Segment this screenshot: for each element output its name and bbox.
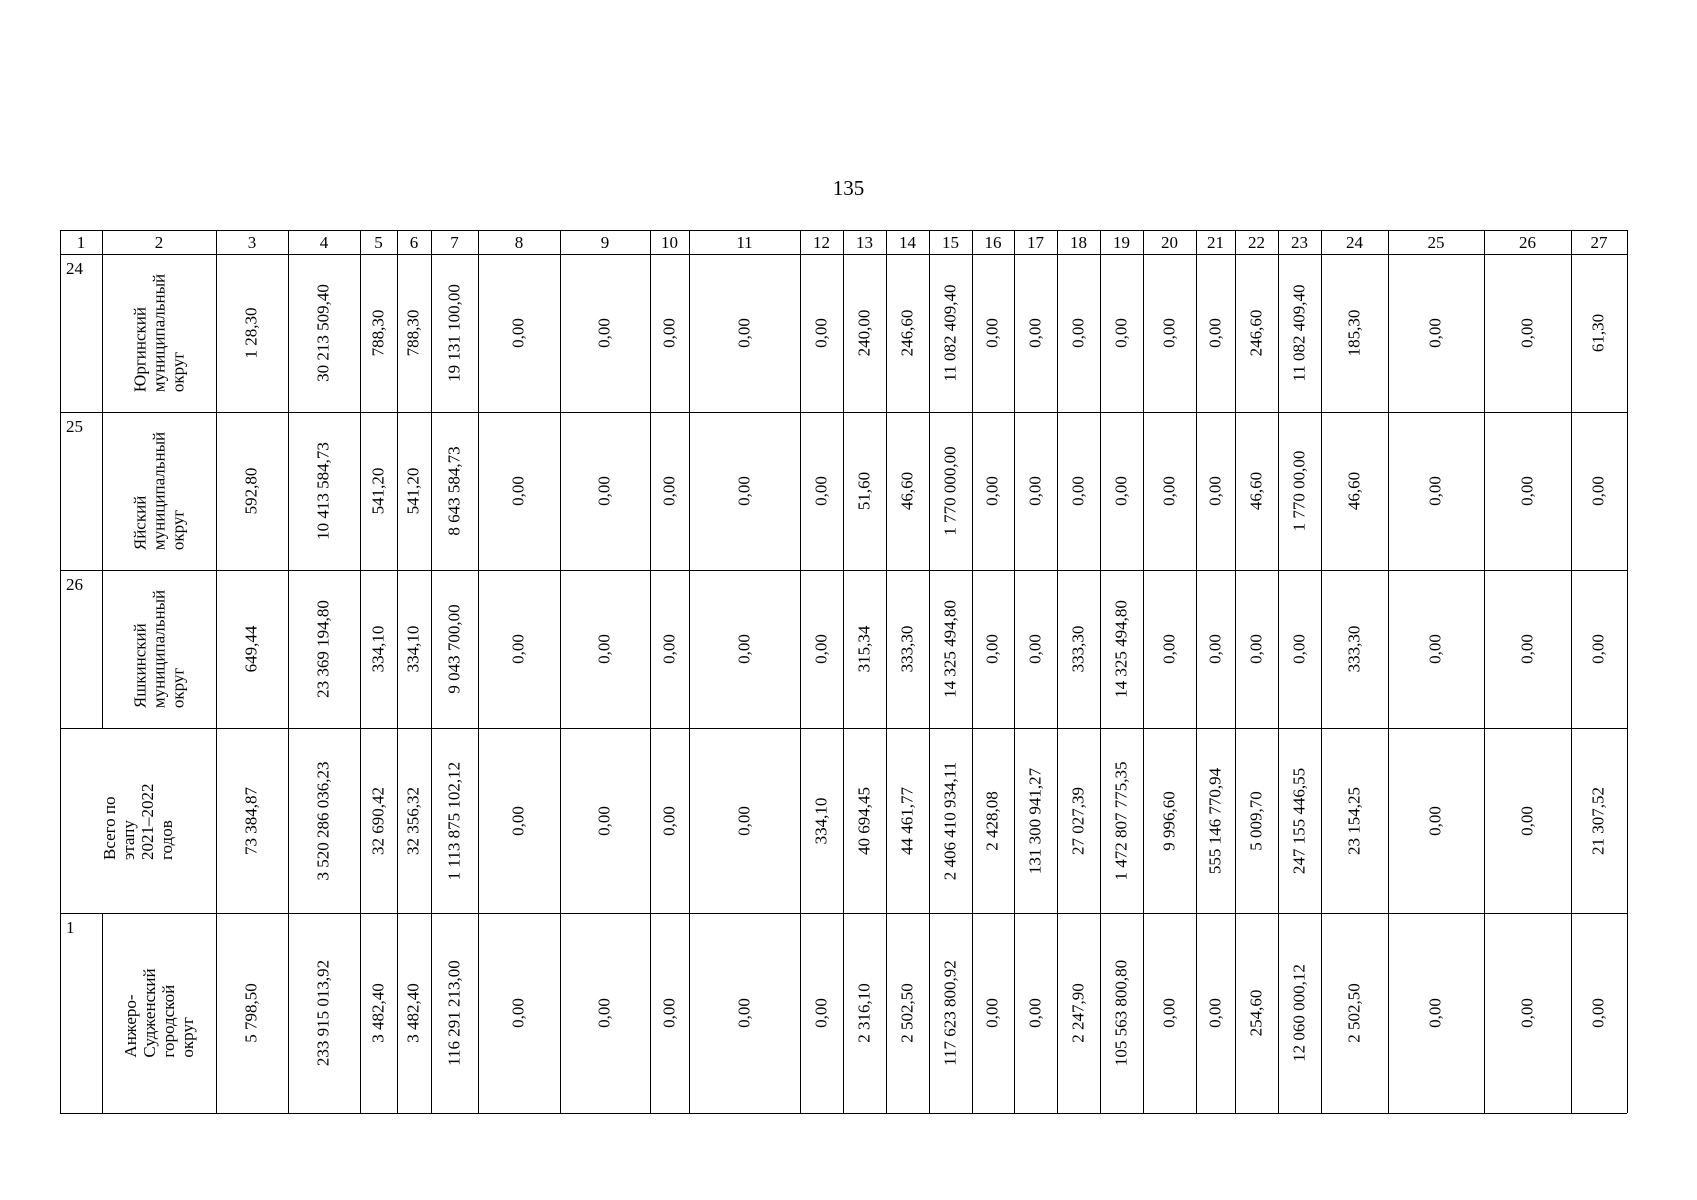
column-header: 2 — [154, 233, 164, 252]
value-cell — [886, 913, 929, 1113]
value-cell — [1100, 254, 1143, 412]
cell-value: 2 502,50 — [1344, 983, 1364, 1043]
municipality-name: Яйский муниципальный округ — [130, 431, 188, 551]
municipality-name: Яшкинский муниципальный округ — [130, 589, 188, 709]
value-cell — [1571, 254, 1627, 412]
data-table — [60, 230, 1645, 1130]
row-rule — [60, 1113, 1627, 1114]
cell-value: 333,30 — [1068, 625, 1088, 673]
cell-value: 555 146 770,94 — [1205, 767, 1225, 874]
cell-value: 541,20 — [403, 467, 423, 515]
cell-value: 8 643 584,73 — [444, 446, 464, 536]
cell-value: 0,00 — [1517, 476, 1537, 506]
municipality-name-cell — [60, 728, 216, 913]
value-cell — [650, 570, 689, 728]
value-cell — [1278, 570, 1321, 728]
value-cell — [1571, 728, 1627, 913]
value-cell — [431, 570, 478, 728]
value-cell — [689, 254, 800, 412]
value-cell — [560, 412, 650, 570]
municipality-name-cell — [102, 254, 216, 412]
value-cell — [288, 913, 360, 1113]
cell-value: 11 082 409,40 — [940, 284, 960, 382]
value-cell — [1100, 570, 1143, 728]
cell-value: 14 325 494,80 — [940, 600, 960, 698]
value-cell — [972, 570, 1014, 728]
cell-value: 254,60 — [1246, 989, 1266, 1037]
cell-value: 0,00 — [734, 476, 754, 506]
column-header: 7 — [450, 233, 459, 252]
cell-value: 0,00 — [982, 318, 1002, 348]
value-cell — [1571, 412, 1627, 570]
municipality-name-cell — [102, 570, 216, 728]
cell-value: 0,00 — [1517, 805, 1537, 836]
value-cell — [1143, 254, 1196, 412]
column-header: 26 — [1519, 233, 1536, 252]
value-cell — [1388, 570, 1484, 728]
value-cell — [1196, 913, 1235, 1113]
value-cell — [929, 913, 972, 1113]
cell-value: 0,00 — [1588, 998, 1608, 1028]
value-cell — [360, 412, 397, 570]
municipality-name-cell — [102, 913, 216, 1113]
cell-value: 2 406 410 934,11 — [940, 761, 960, 880]
value-cell — [216, 412, 288, 570]
cell-value: 14 325 494,80 — [1111, 600, 1131, 698]
cell-value: 0,00 — [1159, 634, 1179, 664]
value-cell — [972, 254, 1014, 412]
value-cell — [1571, 913, 1627, 1113]
cell-value: 0,00 — [734, 634, 754, 664]
column-header: 22 — [1248, 233, 1265, 252]
value-cell — [431, 254, 478, 412]
cell-value: 0,00 — [1159, 476, 1179, 506]
column-header: 16 — [984, 233, 1002, 252]
cell-value: 333,30 — [1344, 625, 1364, 673]
cell-value: 649,44 — [241, 625, 261, 673]
cell-value: 0,00 — [508, 476, 528, 506]
cell-value: 185,30 — [1344, 309, 1364, 357]
cell-value: 0,00 — [594, 805, 614, 836]
cell-value: 0,00 — [1517, 634, 1537, 664]
value-cell — [288, 254, 360, 412]
cell-value: 0,00 — [1246, 634, 1266, 664]
value-cell — [1484, 412, 1571, 570]
cell-value: 0,00 — [659, 998, 679, 1028]
cell-value: 73 384,87 — [241, 786, 261, 855]
cell-value: 1 472 807 775,35 — [1111, 761, 1131, 880]
cell-value: 0,00 — [811, 998, 831, 1028]
value-cell — [1484, 570, 1571, 728]
cell-value: 2 502,50 — [897, 983, 917, 1043]
cell-value: 0,00 — [1068, 476, 1088, 506]
value-cell — [886, 254, 929, 412]
cell-value: 0,00 — [1025, 318, 1045, 348]
value-cell — [1484, 913, 1571, 1113]
value-cell — [1196, 412, 1235, 570]
cell-value: 0,00 — [1289, 634, 1309, 664]
value-cell — [397, 728, 431, 913]
value-cell — [216, 913, 288, 1113]
value-cell — [1321, 254, 1388, 412]
value-cell — [1388, 412, 1484, 570]
row-number: 26 — [66, 575, 83, 594]
cell-value: 0,00 — [1025, 476, 1045, 506]
cell-value: 1 770 000,00 — [940, 446, 960, 536]
column-header: 12 — [813, 233, 830, 252]
value-cell — [972, 728, 1014, 913]
value-cell — [929, 570, 972, 728]
cell-value: 116 291 213,00 — [444, 960, 464, 1066]
cell-value: 5 798,50 — [241, 983, 261, 1043]
value-cell — [1014, 412, 1057, 570]
cell-value: 0,00 — [1517, 318, 1537, 348]
column-header: 14 — [899, 233, 916, 252]
value-cell — [1057, 254, 1100, 412]
value-cell — [360, 254, 397, 412]
cell-value: 592,80 — [241, 467, 261, 515]
value-cell — [1278, 254, 1321, 412]
cell-value: 315,34 — [854, 625, 874, 673]
cell-value: 0,00 — [594, 634, 614, 664]
cell-value: 0,00 — [1205, 998, 1225, 1028]
cell-value: 0,00 — [1425, 634, 1445, 664]
column-rule — [60, 230, 61, 1113]
cell-value: 0,00 — [734, 805, 754, 836]
cell-value: 0,00 — [734, 998, 754, 1028]
value-cell — [1388, 913, 1484, 1113]
cell-value: 0,00 — [811, 318, 831, 348]
cell-value: 0,00 — [1588, 476, 1608, 506]
value-cell — [478, 913, 560, 1113]
column-header: 4 — [319, 233, 329, 252]
value-cell — [1143, 913, 1196, 1113]
cell-value: 0,00 — [1205, 476, 1225, 506]
value-cell — [288, 570, 360, 728]
value-cell — [1143, 570, 1196, 728]
value-cell — [397, 570, 431, 728]
cell-value: 32 356,32 — [403, 786, 423, 855]
value-cell — [1278, 728, 1321, 913]
value-cell — [886, 412, 929, 570]
cell-value: 0,00 — [734, 318, 754, 348]
cell-value: 0,00 — [508, 805, 528, 836]
cell-value: 30 213 509,40 — [313, 284, 333, 382]
value-cell — [1235, 412, 1278, 570]
cell-value: 0,00 — [1517, 998, 1537, 1028]
cell-value: 11 082 409,40 — [1289, 284, 1309, 382]
value-cell — [1014, 913, 1057, 1113]
value-cell — [1196, 254, 1235, 412]
cell-value: 246,60 — [897, 309, 917, 357]
cell-value: 0,00 — [1588, 634, 1608, 664]
value-cell — [1235, 254, 1278, 412]
cell-value: 32 690,42 — [368, 786, 388, 855]
value-cell — [1571, 570, 1627, 728]
value-cell — [1057, 412, 1100, 570]
cell-value: 46,60 — [897, 471, 917, 511]
value-cell — [216, 570, 288, 728]
value-cell — [1014, 570, 1057, 728]
value-cell — [1388, 728, 1484, 913]
value-cell — [843, 254, 886, 412]
cell-value: 2 316,10 — [854, 983, 874, 1043]
cell-value: 0,00 — [1425, 476, 1445, 506]
value-cell — [1278, 913, 1321, 1113]
value-cell — [843, 913, 886, 1113]
column-header: 5 — [374, 233, 383, 252]
column-header: 19 — [1113, 233, 1130, 252]
column-header: 9 — [600, 233, 610, 252]
value-cell — [288, 412, 360, 570]
cell-value: 0,00 — [508, 998, 528, 1028]
cell-value: 10 413 584,73 — [313, 442, 333, 540]
cell-value: 0,00 — [594, 998, 614, 1028]
cell-value: 0,00 — [1425, 805, 1445, 836]
cell-value: 0,00 — [811, 634, 831, 664]
value-cell — [1484, 254, 1571, 412]
value-cell — [1100, 913, 1143, 1113]
page-number: 135 — [832, 176, 865, 200]
cell-value: 3 482,40 — [403, 983, 423, 1043]
value-cell — [1196, 728, 1235, 913]
cell-value: 12 060 000,12 — [1289, 964, 1309, 1062]
value-cell — [478, 254, 560, 412]
cell-value: 0,00 — [1205, 634, 1225, 664]
cell-value: 3 482,40 — [368, 983, 388, 1043]
cell-value: 0,00 — [982, 476, 1002, 506]
value-cell — [929, 254, 972, 412]
row-number: 24 — [66, 259, 83, 278]
value-cell — [431, 728, 478, 913]
column-header: 8 — [514, 233, 524, 252]
column-header: 21 — [1207, 233, 1224, 252]
cell-value: 0,00 — [594, 476, 614, 506]
municipality-name: Юргинский муниципальный округ — [130, 273, 188, 393]
cell-value: 131 300 941,27 — [1025, 767, 1045, 874]
value-cell — [689, 570, 800, 728]
value-cell — [397, 254, 431, 412]
cell-value: 0,00 — [1159, 318, 1179, 348]
cell-value: 27 027,39 — [1068, 786, 1088, 855]
value-cell — [1321, 570, 1388, 728]
cell-value: 0,00 — [659, 476, 679, 506]
value-cell — [1321, 913, 1388, 1113]
value-cell — [216, 728, 288, 913]
cell-value: 23 154,25 — [1344, 786, 1364, 855]
cell-value: 2 247,90 — [1068, 983, 1088, 1043]
cell-value: 788,30 — [403, 309, 423, 357]
column-header: 24 — [1346, 233, 1363, 252]
value-cell — [689, 728, 800, 913]
municipality-name: Анжеро-Судженский городской округ — [120, 968, 198, 1058]
cell-value: 9 996,60 — [1159, 790, 1179, 851]
column-header: 11 — [736, 233, 753, 252]
value-cell — [1321, 728, 1388, 913]
value-cell — [478, 728, 560, 913]
cell-value: 2 428,08 — [982, 790, 1002, 851]
cell-value: 51,60 — [854, 471, 874, 511]
cell-value: 0,00 — [508, 634, 528, 664]
value-cell — [360, 913, 397, 1113]
cell-value: 0,00 — [982, 998, 1002, 1028]
value-cell — [972, 913, 1014, 1113]
cell-value: 61,30 — [1588, 313, 1608, 353]
value-cell — [1057, 913, 1100, 1113]
cell-value: 0,00 — [1425, 998, 1445, 1028]
cell-value: 0,00 — [594, 318, 614, 348]
value-cell — [1143, 728, 1196, 913]
cell-value: 46,60 — [1246, 471, 1266, 511]
value-cell — [972, 412, 1014, 570]
cell-value: 0,00 — [982, 634, 1002, 664]
cell-value: 117 623 800,92 — [940, 960, 960, 1066]
column-header: 25 — [1427, 233, 1445, 252]
cell-value: 19 131 100,00 — [444, 284, 464, 382]
value-cell — [650, 254, 689, 412]
cell-value: 0,00 — [1111, 476, 1131, 506]
column-header: 6 — [409, 233, 419, 252]
value-cell — [1235, 728, 1278, 913]
cell-value: 333,30 — [897, 625, 917, 673]
value-cell — [478, 412, 560, 570]
value-cell — [288, 728, 360, 913]
cell-value: 246,60 — [1246, 309, 1266, 357]
column-header: 27 — [1590, 233, 1608, 252]
cell-value: 0,00 — [1025, 634, 1045, 664]
value-cell — [397, 412, 431, 570]
cell-value: 5 009,70 — [1246, 790, 1266, 851]
value-cell — [650, 728, 689, 913]
municipality-name: Всего по этапу 2021–2022 годов — [99, 783, 177, 860]
cell-value: 0,00 — [1111, 318, 1131, 348]
value-cell — [886, 728, 929, 913]
value-cell — [360, 570, 397, 728]
value-cell — [650, 913, 689, 1113]
value-cell — [560, 728, 650, 913]
cell-value: 0,00 — [1025, 998, 1045, 1028]
column-header: 20 — [1161, 233, 1178, 252]
column-header: 18 — [1070, 233, 1087, 252]
cell-value: 0,00 — [1159, 998, 1179, 1028]
column-header: 10 — [661, 233, 678, 252]
cell-value: 334,10 — [811, 797, 831, 844]
value-cell — [689, 412, 800, 570]
value-cell — [1143, 412, 1196, 570]
cell-value: 240,00 — [854, 309, 874, 357]
value-cell — [560, 570, 650, 728]
column-header: 23 — [1291, 233, 1308, 252]
cell-value: 0,00 — [1068, 318, 1088, 348]
column-rule — [1627, 230, 1628, 1113]
value-cell — [1100, 728, 1143, 913]
value-cell — [800, 412, 843, 570]
cell-value: 0,00 — [1205, 318, 1225, 348]
value-cell — [1484, 728, 1571, 913]
cell-value: 788,30 — [368, 309, 388, 357]
cell-value: 44 461,77 — [897, 786, 917, 855]
cell-value: 334,10 — [368, 625, 388, 673]
value-cell — [843, 728, 886, 913]
cell-value: 541,20 — [368, 467, 388, 515]
value-cell — [1100, 412, 1143, 570]
value-cell — [216, 254, 288, 412]
value-cell — [1235, 570, 1278, 728]
value-cell — [1014, 254, 1057, 412]
cell-value: 0,00 — [659, 805, 679, 836]
cell-value: 0,00 — [508, 318, 528, 348]
value-cell — [478, 570, 560, 728]
column-header: 15 — [942, 233, 959, 252]
value-cell — [800, 728, 843, 913]
cell-value: 0,00 — [659, 634, 679, 664]
cell-value: 9 043 700,00 — [444, 604, 464, 694]
value-cell — [1057, 728, 1100, 913]
column-header: 3 — [247, 233, 257, 252]
value-cell — [843, 570, 886, 728]
cell-value: 21 307,52 — [1588, 786, 1608, 855]
value-cell — [1196, 570, 1235, 728]
cell-value: 247 155 446,55 — [1289, 767, 1309, 874]
cell-value: 0,00 — [1425, 318, 1445, 348]
value-cell — [929, 728, 972, 913]
value-cell — [1321, 412, 1388, 570]
value-cell — [886, 570, 929, 728]
column-header: 13 — [856, 233, 873, 252]
value-cell — [689, 913, 800, 1113]
cell-value: 0,00 — [659, 318, 679, 348]
cell-value: 233 915 013,92 — [313, 959, 333, 1067]
cell-value: 1 770 00,00 — [1289, 450, 1309, 532]
value-cell — [560, 913, 650, 1113]
column-header: 17 — [1027, 233, 1044, 252]
value-cell — [360, 728, 397, 913]
value-cell — [800, 913, 843, 1113]
value-cell — [843, 412, 886, 570]
value-cell — [397, 913, 431, 1113]
cell-value: 40 694,45 — [854, 786, 874, 855]
row-number: 1 — [66, 918, 75, 937]
value-cell — [800, 254, 843, 412]
cell-value: 1 113 875 102,12 — [444, 761, 464, 880]
cell-value: 1 28,30 — [241, 307, 261, 359]
value-cell — [650, 412, 689, 570]
cell-value: 105 563 800,80 — [1111, 959, 1131, 1067]
cell-value: 0,00 — [811, 476, 831, 506]
value-cell — [1014, 728, 1057, 913]
value-cell — [1388, 254, 1484, 412]
cell-value: 334,10 — [403, 625, 423, 673]
value-cell — [1278, 412, 1321, 570]
municipality-name-cell — [102, 412, 216, 570]
value-cell — [800, 570, 843, 728]
cell-value: 3 520 286 036,23 — [313, 761, 333, 880]
value-cell — [431, 913, 478, 1113]
column-header: 1 — [76, 233, 86, 252]
value-cell — [1235, 913, 1278, 1113]
cell-value: 46,60 — [1344, 471, 1364, 511]
value-cell — [929, 412, 972, 570]
value-cell — [431, 412, 478, 570]
value-cell — [560, 254, 650, 412]
value-cell — [1057, 570, 1100, 728]
row-number: 25 — [66, 417, 83, 436]
cell-value: 23 369 194,80 — [313, 600, 333, 698]
